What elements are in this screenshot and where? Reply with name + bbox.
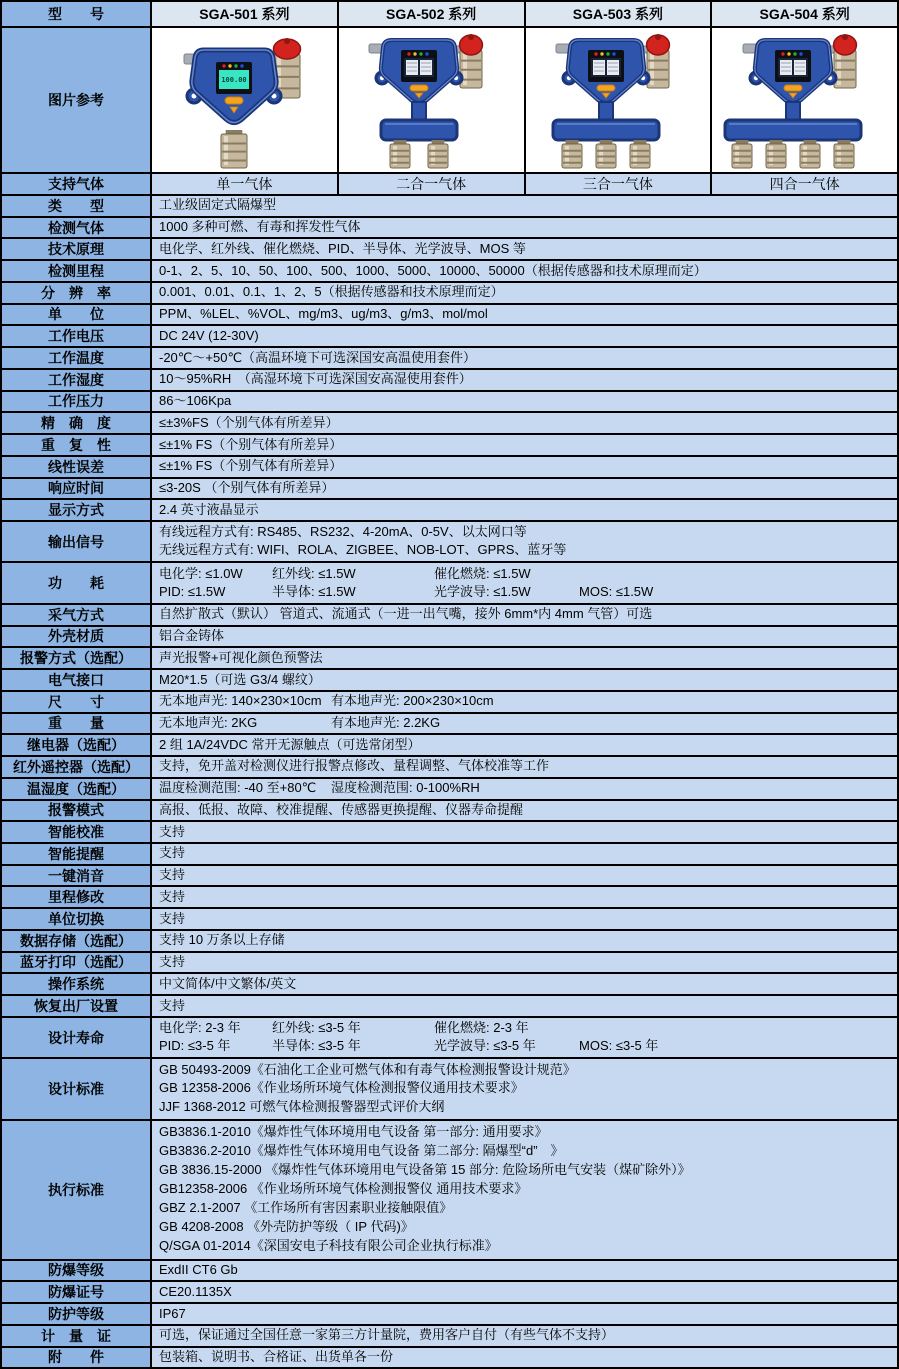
- spec-value-line: [159, 715, 893, 732]
- spec-value: [150, 1304, 897, 1324]
- spec-label: 附 件: [2, 1348, 150, 1368]
- spec-label: 采气方式: [2, 605, 150, 625]
- spec-row: [2, 1119, 897, 1259]
- spec-value-line: [159, 845, 893, 862]
- spec-row: [2, 690, 897, 712]
- spec-value-line: [159, 889, 893, 906]
- spec-label: 智能提醒: [2, 844, 150, 864]
- spec-value: [150, 283, 897, 303]
- spec-value-segment: 支持: [159, 888, 186, 904]
- spec-row: [2, 777, 897, 799]
- spec-value-segment: 2 组 1A/24VDC 常开无源触点（可选常闭型）: [159, 736, 421, 752]
- spec-row: [2, 668, 897, 690]
- spec-value-segment: 工业级固定式隔爆型: [159, 197, 277, 213]
- spec-value-segment: 中文简体/中文繁体/英文: [159, 975, 297, 991]
- spec-value-line: [159, 328, 893, 345]
- spec-label: 单 位: [2, 305, 150, 325]
- spec-value-line: [159, 437, 893, 454]
- spec-row: [2, 259, 897, 281]
- spec-value-segment: 0-1、2、5、10、50、100、500、1000、5000、10000、50000（根据传感器和技术原理而定）: [159, 262, 707, 278]
- spec-value: [150, 218, 897, 238]
- spec-value-line: [159, 802, 893, 819]
- spec-value-line: [159, 542, 893, 559]
- gas-type-3: 三合一气体: [524, 174, 711, 194]
- spec-value-segment: PID: ≤1.5W: [159, 583, 226, 599]
- spec-row: [2, 1259, 897, 1281]
- spec-value-segment: MOS: ≤1.5W: [579, 583, 654, 599]
- spec-label: 类 型: [2, 196, 150, 216]
- spec-row: [2, 1016, 897, 1057]
- spec-value-line: [159, 1099, 893, 1116]
- spec-label: 工作电压: [2, 326, 150, 346]
- spec-row: [2, 477, 897, 499]
- spec-row: [2, 929, 897, 951]
- spec-value: [150, 627, 897, 647]
- spec-row: [2, 755, 897, 777]
- spec-value-segment: 支持: [159, 997, 186, 1013]
- spec-value-line: [159, 1327, 893, 1344]
- spec-value: [150, 1121, 897, 1259]
- spec-value-segment: 温度检测范围: -40 至+80℃: [159, 780, 317, 796]
- spec-label: 工作压力: [2, 392, 150, 412]
- spec-label: 一键消音: [2, 866, 150, 886]
- spec-value-segment: 电化学: 2-3 年: [159, 1020, 241, 1036]
- spec-row: [2, 820, 897, 842]
- spec-row: [2, 390, 897, 412]
- spec-value-line: [159, 1038, 893, 1055]
- spec-value-line: [159, 584, 893, 601]
- spec-value-segment: 催化燃烧: ≤1.5W: [434, 565, 531, 581]
- spec-value-line: [159, 1181, 893, 1198]
- spec-value: [150, 757, 897, 777]
- spec-value-segment: 光学波导: ≤1.5W: [434, 583, 531, 599]
- spec-value-line: [159, 197, 893, 214]
- spec-value: [150, 844, 897, 864]
- spec-value-segment: ≤3-20S （个别气体有所差异）: [159, 479, 335, 495]
- spec-row: [2, 303, 897, 325]
- spec-value-segment: GB3836.2-2010《爆炸性气体环境用电气设备 第二部分: 隔爆型“d” 》: [159, 1142, 564, 1158]
- spec-row: [2, 411, 897, 433]
- spec-value: [150, 801, 897, 821]
- spec-value-segment: 10～95%RH （高湿环境下可选深国安高湿使用套件）: [159, 371, 472, 387]
- spec-value-segment: 电化学: ≤1.0W: [159, 565, 243, 581]
- spec-value: [150, 239, 897, 259]
- spec-value: [150, 1348, 897, 1368]
- spec-value-line: [159, 911, 893, 928]
- spec-value: [150, 822, 897, 842]
- spec-row: [2, 1324, 897, 1346]
- spec-value-segment: 光学波导: ≤3-5 年: [434, 1038, 536, 1054]
- spec-value-line: [159, 650, 893, 667]
- spec-label: 外壳材质: [2, 627, 150, 647]
- spec-row: [2, 951, 897, 973]
- spec-value-line: [159, 758, 893, 775]
- spec-value-line: [159, 415, 893, 432]
- spec-value-line: [159, 502, 893, 519]
- spec-row: [2, 625, 897, 647]
- spec-value-line: [159, 458, 893, 475]
- spec-row: [2, 712, 897, 734]
- spec-value-line: [159, 867, 893, 884]
- spec-value-line: [159, 693, 893, 710]
- spec-value-segment: 无线远程方式有: WIFI、ROLA、ZIGBEE、NOB-LOT、GPRS、蓝牙等: [159, 542, 567, 558]
- spec-value-segment: 有线远程方式有: RS485、RS232、4-20mA、0-5V、以太网口等: [159, 524, 527, 540]
- spec-row: [2, 1302, 897, 1324]
- spec-value-segment: IP67: [159, 1305, 186, 1321]
- spec-label: 工作温度: [2, 348, 150, 368]
- spec-label: 检测气体: [2, 218, 150, 238]
- spec-value-line: [159, 954, 893, 971]
- gas-detector-illustration: [152, 28, 337, 172]
- spec-value: [150, 1261, 897, 1281]
- spec-value-segment: 无本地声光: 140×230×10cm: [159, 693, 322, 709]
- gas-detector-illustration: [526, 28, 711, 172]
- spec-label: 电气接口: [2, 670, 150, 690]
- spec-value-line: [159, 219, 893, 236]
- spec-value-segment: 可选，保证通过全国任意一家第三方计量院，费用客户自付（有些气体不支持）: [159, 1327, 615, 1343]
- spec-value-segment: 1000 多种可燃、有毒和挥发性气体: [159, 219, 361, 235]
- spec-value: [150, 522, 897, 561]
- spec-value: [150, 326, 897, 346]
- spec-value-line: [159, 284, 893, 301]
- gas-row-label: 支持气体: [2, 174, 150, 194]
- spec-label: 报警方式（选配）: [2, 648, 150, 668]
- spec-value-line: [159, 1143, 893, 1160]
- spec-row: [2, 1057, 897, 1118]
- spec-value-segment: JJF 1368-2012 可燃气体检测报警器型式评价大纲: [159, 1098, 445, 1114]
- spec-label: 继电器（选配）: [2, 735, 150, 755]
- product-image-3: [524, 28, 711, 172]
- spec-value-segment: 无本地声光: 2KG: [159, 715, 258, 731]
- spec-label: 报警模式: [2, 801, 150, 821]
- spec-value-segment: 支持: [159, 823, 186, 839]
- spec-label: 设计标准: [2, 1059, 150, 1118]
- series-header-3: SGA-503 系列: [524, 2, 711, 26]
- spec-value: [150, 779, 897, 799]
- spec-value-segment: 支持: [159, 910, 186, 926]
- spec-row: [2, 368, 897, 390]
- spec-value-line: [159, 628, 893, 645]
- spec-label: 重 量: [2, 714, 150, 734]
- spec-value: [150, 887, 897, 907]
- spec-value-segment: ≤±1% FS（个别气体有所差异）: [159, 458, 343, 474]
- spec-value: [150, 1059, 897, 1118]
- model-label: 型 号: [2, 2, 150, 26]
- spec-value-segment: 包装箱、说明书、合格证、出货单各一份: [159, 1348, 394, 1364]
- spec-label: 尺 寸: [2, 692, 150, 712]
- spec-row: [2, 1346, 897, 1368]
- spec-value: [150, 735, 897, 755]
- spec-value: [150, 305, 897, 325]
- spec-value: [150, 1282, 897, 1302]
- spec-value: [150, 931, 897, 951]
- spec-value-line: [159, 932, 893, 949]
- spec-row: [2, 994, 897, 1016]
- spec-value-line: [159, 350, 893, 367]
- spec-value-line: [159, 1124, 893, 1141]
- spec-value-segment: GB 12358-2006《作业场所环境气体检测报警仪通用技术要求》: [159, 1080, 524, 1096]
- spec-value-segment: 支持: [159, 867, 186, 883]
- spec-value-line: [159, 1262, 893, 1279]
- spec-value-line: [159, 672, 893, 689]
- spec-row: [2, 972, 897, 994]
- spec-label: 操作系统: [2, 974, 150, 994]
- spec-row: [2, 1280, 897, 1302]
- spec-value: [150, 370, 897, 390]
- spec-value-segment: 支持，免开盖对检测仪进行报警点修改、量程调整、气体校准等工作: [159, 758, 550, 774]
- series-header-1: SGA-501 系列: [150, 2, 337, 26]
- spec-label: 蓝牙打印（选配）: [2, 953, 150, 973]
- spec-row: [2, 864, 897, 886]
- spec-value: [150, 196, 897, 216]
- spec-value-segment: GBZ 2.1-2007 《工作场所有害因素职业接触限值》: [159, 1200, 453, 1216]
- spec-label: 恢复出厂设置: [2, 996, 150, 1016]
- spec-label: 单位切换: [2, 909, 150, 929]
- spec-value: [150, 563, 897, 602]
- spec-row: [2, 603, 897, 625]
- spec-value-segment: 半导体: ≤1.5W: [272, 583, 356, 599]
- spec-label: 检测里程: [2, 261, 150, 281]
- spec-value-segment: 支持: [159, 845, 186, 861]
- spec-value-segment: MOS: ≤3-5 年: [579, 1038, 659, 1054]
- spec-label: 响应时间: [2, 479, 150, 499]
- spec-value-line: [159, 998, 893, 1015]
- spec-value-line: [159, 393, 893, 410]
- spec-value-line: [159, 566, 893, 583]
- gas-detector-illustration: [339, 28, 524, 172]
- spec-value-segment: GB3836.1-2010《爆炸性气体环境用电气设备 第一部分: 通用要求》: [159, 1123, 548, 1139]
- spec-value: [150, 670, 897, 690]
- image-row: [2, 26, 897, 172]
- spec-label: 工作湿度: [2, 370, 150, 390]
- spec-value: [150, 392, 897, 412]
- spec-value-line: [159, 306, 893, 323]
- spec-value: [150, 996, 897, 1016]
- spec-value-segment: PPM、%LEL、%VOL、mg/m3、ug/m3、g/m3、mol/mol: [159, 306, 488, 322]
- spec-row: [2, 216, 897, 238]
- spec-value-line: [159, 1238, 893, 1255]
- spec-label: 数据存储（选配）: [2, 931, 150, 951]
- gas-row: [2, 174, 897, 194]
- spec-row: [2, 433, 897, 455]
- spec-label: 防爆证号: [2, 1282, 150, 1302]
- spec-value-line: [159, 976, 893, 993]
- spec-row: [2, 842, 897, 864]
- spec-value-line: [159, 737, 893, 754]
- spec-value-segment: GB 50493-2009《石油化工企业可燃气体和有毒气体检测报警设计规范》: [159, 1061, 576, 1077]
- spec-value-segment: 红外线: ≤1.5W: [272, 565, 356, 581]
- spec-value-segment: PID: ≤3-5 年: [159, 1038, 231, 1054]
- spec-value-segment: 高报、低报、故障、校准提醒、传感器更换提醒、仪器寿命提醒: [159, 801, 524, 817]
- spec-value-line: [159, 371, 893, 388]
- spec-value: [150, 714, 897, 734]
- spec-value-segment: ExdII CT6 Gb: [159, 1262, 238, 1278]
- spec-label: 输出信号: [2, 522, 150, 561]
- spec-value-segment: 支持: [159, 954, 186, 970]
- spec-value-line: [159, 1062, 893, 1079]
- spec-value: [150, 261, 897, 281]
- gas-type-cells: [150, 174, 897, 194]
- spec-value: [150, 413, 897, 433]
- spec-value-segment: 声光报警+可视化颜色预警法: [159, 649, 323, 665]
- spec-label: 功 耗: [2, 563, 150, 602]
- spec-label: 分 辨 率: [2, 283, 150, 303]
- spec-value-segment: Q/SGA 01-2014《深国安电子科技有限公司企业执行标准》: [159, 1238, 498, 1254]
- series-header-cells: [150, 2, 897, 26]
- spec-value-segment: 半导体: ≤3-5 年: [272, 1038, 361, 1054]
- spec-value: [150, 479, 897, 499]
- gas-type-2: 二合一气体: [337, 174, 524, 194]
- spec-label: 红外遥控器（选配）: [2, 757, 150, 777]
- spec-label: 计 量 证: [2, 1326, 150, 1346]
- spec-row: [2, 733, 897, 755]
- spec-value-segment: 催化燃烧: 2-3 年: [434, 1020, 529, 1036]
- spec-value-segment: 湿度检测范围: 0-100%RH: [331, 780, 480, 796]
- spec-label: 防爆等级: [2, 1261, 150, 1281]
- spec-value: [150, 692, 897, 712]
- spec-value: [150, 866, 897, 886]
- spec-value: [150, 1018, 897, 1057]
- spec-value-line: [159, 1080, 893, 1097]
- spec-value: [150, 500, 897, 520]
- spec-value: [150, 348, 897, 368]
- spec-value-segment: -20℃～+50℃（高温环境下可选深国安高温使用套件）: [159, 349, 477, 365]
- spec-row: [2, 237, 897, 259]
- header-row: [2, 2, 897, 26]
- spec-value-segment: 2.4 英寸液晶显示: [159, 501, 259, 517]
- gas-type-1: 单一气体: [150, 174, 337, 194]
- spec-value: [150, 605, 897, 625]
- spec-label: 防护等级: [2, 1304, 150, 1324]
- spec-value-line: [159, 1349, 893, 1366]
- spec-value: [150, 909, 897, 929]
- spec-value-line: [159, 1200, 893, 1217]
- spec-label: 精 确 度: [2, 413, 150, 433]
- spec-value-line: [159, 1020, 893, 1037]
- spec-label: 温湿度（选配）: [2, 779, 150, 799]
- spec-row: [2, 799, 897, 821]
- spec-value-segment: 支持 10 万条以上存储: [159, 932, 285, 948]
- spec-value-line: [159, 1219, 893, 1236]
- spec-value-line: [159, 241, 893, 258]
- spec-label: 线性误差: [2, 457, 150, 477]
- gas-type-4: 四合一气体: [710, 174, 897, 194]
- spec-value: [150, 457, 897, 477]
- product-image-1: [150, 28, 337, 172]
- spec-row: [2, 324, 897, 346]
- spec-value: [150, 648, 897, 668]
- spec-value-segment: M20*1.5（可选 G3/4 螺纹）: [159, 671, 321, 687]
- spec-label: 技术原理: [2, 239, 150, 259]
- spec-value-segment: 86～106Kpa: [159, 393, 232, 409]
- spec-value-segment: 电化学、红外线、催化燃烧、PID、半导体、光学波导、MOS 等: [159, 240, 526, 256]
- spec-value-segment: GB 4208-2008 《外壳防护等级（ IP 代码)》: [159, 1219, 414, 1235]
- spec-value-line: [159, 606, 893, 623]
- spec-row: [2, 281, 897, 303]
- series-header-2: SGA-502 系列: [337, 2, 524, 26]
- spec-rows: [2, 172, 897, 1367]
- spec-value-segment: 铝合金铸体: [159, 628, 225, 644]
- spec-value-segment: 红外线: ≤3-5 年: [272, 1020, 361, 1036]
- spec-value: [150, 435, 897, 455]
- svg-text:100.00: 100.00: [221, 76, 248, 84]
- image-row-label: 图片参考: [2, 28, 150, 172]
- product-image-4: [710, 28, 897, 172]
- spec-row: [2, 346, 897, 368]
- spec-value: [150, 953, 897, 973]
- spec-label: 智能校准: [2, 822, 150, 842]
- spec-value-line: [159, 480, 893, 497]
- spec-row: [2, 885, 897, 907]
- spec-value-segment: ≤±1% FS（个别气体有所差异）: [159, 436, 343, 452]
- product-image-2: [337, 28, 524, 172]
- spec-value-segment: 自然扩散式（默认） 管道式、流通式（一进一出气嘴，接外 6mm*内 4mm 气管）可选: [159, 606, 653, 622]
- series-header-4: SGA-504 系列: [710, 2, 897, 26]
- spec-value-line: [159, 1306, 893, 1323]
- spec-value-line: [159, 824, 893, 841]
- spec-row: [2, 561, 897, 602]
- spec-value-segment: CE20.1135X: [159, 1283, 232, 1299]
- product-image-cells: [150, 28, 897, 172]
- spec-value-segment: 有本地声光: 2.2KG: [331, 715, 441, 731]
- spec-label: 执行标准: [2, 1121, 150, 1259]
- spec-value-line: [159, 1284, 893, 1301]
- spec-label: 显示方式: [2, 500, 150, 520]
- spec-row: [2, 520, 897, 561]
- spec-value: [150, 1326, 897, 1346]
- spec-row: [2, 498, 897, 520]
- spec-row: [2, 455, 897, 477]
- gas-detector-illustration: [712, 28, 897, 172]
- spec-value-segment: ≤±3%FS（个别气体有所差异）: [159, 414, 339, 430]
- spec-label: 里程修改: [2, 887, 150, 907]
- spec-value-segment: DC 24V (12-30V): [159, 327, 259, 343]
- spec-value: [150, 974, 897, 994]
- spec-row: [2, 907, 897, 929]
- spec-value-line: [159, 263, 893, 280]
- spec-value-segment: 0.001、0.01、0.1、1、2、5（根据传感器和技术原理而定）: [159, 284, 504, 300]
- spec-row: [2, 646, 897, 668]
- spec-value-line: [159, 1162, 893, 1179]
- spec-value-line: [159, 524, 893, 541]
- spec-label: 设计寿命: [2, 1018, 150, 1057]
- spec-value-segment: GB 3836.15-2000 《爆炸性气体环境用电气设备第 15 部分: 危险场所电气安装（煤矿除外）》: [159, 1161, 691, 1177]
- spec-value-segment: GB12358-2006 《作业场所环境气体检测报警仪 通用技术要求》: [159, 1181, 528, 1197]
- spec-label: 重 复 性: [2, 435, 150, 455]
- spec-value-segment: 有本地声光: 200×230×10cm: [331, 693, 494, 709]
- spec-row: [2, 194, 897, 216]
- spec-value-line: [159, 780, 893, 797]
